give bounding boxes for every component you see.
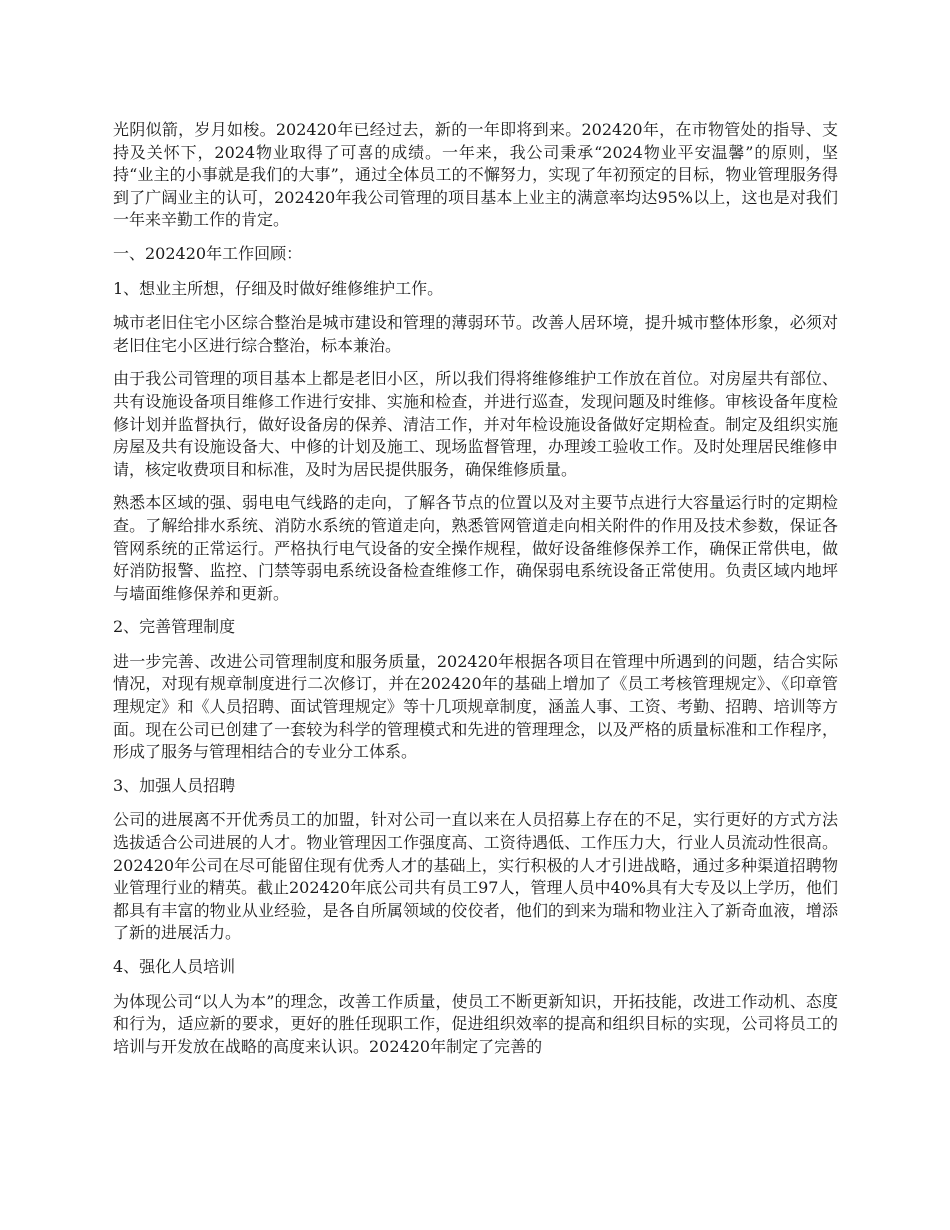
paragraph-recruitment: 公司的进展离不开优秀员工的加盟，针对公司一直以来在人员招募上存在的不足，实行更好的方式方法选拔适合公司进展的人才。物业管理因工作强度高、工资待遇低、工作压力大，行业人员流动性很高。202420年公司在尽可能留住现有优秀人才的基础上，实行积极的人才引进战略，通过多种渠道招聘物业管理行业的精英。截止202420年底公司共有员工97人，管理人员中40%具有大专及以上学历，他们都具有丰富的物业从业经验，是各自所属领域的佼佼者，他们的到来为瑞和物业注入了新奇血液，增添了新的进展活力。 xyxy=(113,810,839,943)
paragraph-maintenance-details: 由于我公司管理的项目基本上都是老旧小区，所以我们得将维修维护工作放在首位。对房屋共有部位、共有设施设备项目维修工作进行安排、实施和检查，并进行巡查，发现问题及时维修。审核设备年度检修计划并监督执行，做好设备房的保养、清洁工作，并对年检设施设备做好定期检查。制定及组织实施房屋及共有设施设备大、中修的计划及施工、现场监督管理，办理竣工验收工作。及时处理居民维修申请，核定收费项目和标准，及时为居民提供服务，确保维修质量。 xyxy=(113,369,838,479)
subheading-management-system: 2、完善管理制度 xyxy=(113,617,236,637)
paragraph-training: 为体现公司“以人为本”的理念，改善工作质量，使员工不断更新知识，开拓技能，改进工作动机、态度和行为，适应新的要求，更好的胜任现职工作，促进组织效率的提高和组织目标的实现，公司将员工的培训与开发放在战略的高度来认识。202420年制定了完善的 xyxy=(113,991,838,1056)
subheading-recruitment: 3、加强人员招聘 xyxy=(113,775,236,795)
paragraph-renovation: 城市老旧住宅小区综合整治是城市建设和管理的薄弱环节。改善人居环境，提升城市整体形象，必须对老旧住宅小区进行综合整治，标本兼治。 xyxy=(113,313,838,355)
paragraph-management-system: 进一步完善、改进公司管理制度和服务质量，202420年根据各项目在管理中所遇到的问题，结合实际情况，对现有规章制度进行二次修订，并在202420年的基础上增加了《员工考核管理规定》、《印章管理规定》和《人员招聘、面试管理规定》等十几项规章制度，涵盖人事、工资、考勤、招聘、培训等方面。现在公司已创建了一套较为科学的管理模式和先进的管理理念，以及严格的质量标准和工作程序，形成了服务与管理相结合的专业分工体系。 xyxy=(113,651,838,762)
section-heading-review: 一、202420年工作回顾： xyxy=(113,243,303,263)
document-body xyxy=(113,119,838,1069)
paragraph-electrical: 熟悉本区域的强、弱电电气线路的走向，了解各节点的位置以及对主要节点进行大容量运行时的定期检查。了解给排水系统、消防水系统的管道走向，熟悉管网管道走向相关附件的作用及技术参数，保证各管网系统的正常运行。严格执行电气设备的安全操作规程，做好设备维修保养工作，确保正常供电，做好消防报警、监控、门禁等弱电系统设备检查维修工作，确保弱电系统设备正常使用。负责区域内地坪与墙面维修保养和更新。 xyxy=(113,493,838,603)
subheading-training: 4、强化人员培训 xyxy=(113,957,236,976)
subheading-maintenance: 1、想业主所想，仔细及时做好维修维护工作。 xyxy=(113,278,444,298)
intro-paragraph: 光阴似箭，岁月如梭。202420年已经过去，新的一年即将到来。202420年，在市物管处的指导、支持及关怀下，2024物业取得了可喜的成绩。一年来，我公司秉承“2024物业平安温馨”的原则，坚持“业主的小事就是我们的大事”，通过全体员工的不懈努力，实现了年初预定的目标，物业管理服务得到了广阔业主的认可，202420年我公司管理的项目基本上业主的满意率均达95%以上，这也是对我们一年来辛勤工作的肯定。 xyxy=(113,120,838,230)
